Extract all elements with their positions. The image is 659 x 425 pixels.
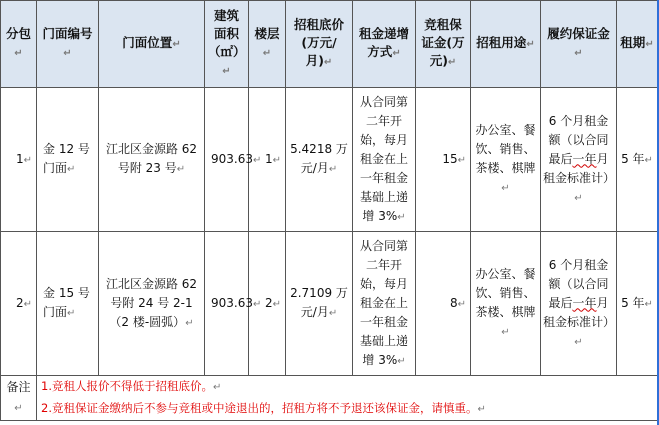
cell-floor: 2↵: [249, 232, 286, 376]
cell-base-price: 2.7109 万元/月↵: [286, 232, 353, 376]
cell-floor: 1↵: [249, 88, 286, 232]
cell-area: 903.63↵: [205, 232, 249, 376]
spellcheck-underline: 一年: [572, 151, 597, 166]
header-area: 建筑面积（㎡）↵: [205, 1, 249, 88]
cell-area: 903.63↵: [205, 88, 249, 232]
header-usage: 招租用途↵: [471, 1, 541, 88]
notes-row: [1, 376, 658, 421]
table-row: [1, 232, 658, 376]
table-row: [1, 88, 658, 232]
cell-seq: 2↵: [1, 232, 37, 376]
notes-label: 备注↵: [1, 376, 37, 421]
cell-seq: 1↵: [1, 88, 37, 232]
header-row: [1, 1, 658, 88]
note-line-2: 2.竞租保证金缴纳后不参与竞租或中途退出的，招租方将不予退还该保证金，请慎重。↵: [41, 401, 486, 415]
cell-usage: 办公室、餐饮、销售、茶楼、棋牌↵: [471, 88, 541, 232]
cell-deposit: 15↵: [416, 88, 471, 232]
cell-id: 金 12 号门面↵: [37, 88, 99, 232]
cell-usage: 办公室、餐饮、销售、茶楼、棋牌↵: [471, 232, 541, 376]
header-id: 门面编号↵: [37, 1, 99, 88]
header-seq: 分包↵: [1, 1, 37, 88]
note-line-1: 1.竞租人报价不得低于招租底价。↵: [41, 379, 222, 393]
header-perf-deposit: 履约保证金↵: [541, 1, 617, 88]
cell-base-price: 5.4218 万元/月↵: [286, 88, 353, 232]
cell-perf-deposit: 6 个月租金额（以合同最后一年月租金标准计）↵: [541, 232, 617, 376]
cell-increase: 从合同第二年开始，每月租金在上一年租金基础上递增 3%↵: [353, 232, 416, 376]
cell-perf-deposit: 6 个月租金额（以合同最后一年月租金标准计）↵: [541, 88, 617, 232]
cell-term: 5 年↵: [617, 232, 658, 376]
header-increase: 租金递增方式↵: [353, 1, 416, 88]
header-deposit: 竞租保证金(万元)↵: [416, 1, 471, 88]
header-location: 门面位置↵: [99, 1, 205, 88]
cell-id: 金 15 号门面↵: [37, 232, 99, 376]
header-floor: 楼层↵: [249, 1, 286, 88]
spellcheck-underline: 一年: [572, 295, 597, 310]
notes-content: [37, 376, 658, 421]
cell-location: 江北区金源路 62 号附 23 号↵: [99, 88, 205, 232]
header-base-price: 招租底价(万元/月)↵: [286, 1, 353, 88]
header-term: 租期↵: [617, 1, 658, 88]
cell-deposit: 8↵: [416, 232, 471, 376]
cell-increase: 从合同第二年开始，每月租金在上一年租金基础上递增 3%↵: [353, 88, 416, 232]
cell-location: 江北区金源路 62 号附 24 号 2-1（2 楼-圆弧）↵: [99, 232, 205, 376]
cell-term: 5 年↵: [617, 88, 658, 232]
